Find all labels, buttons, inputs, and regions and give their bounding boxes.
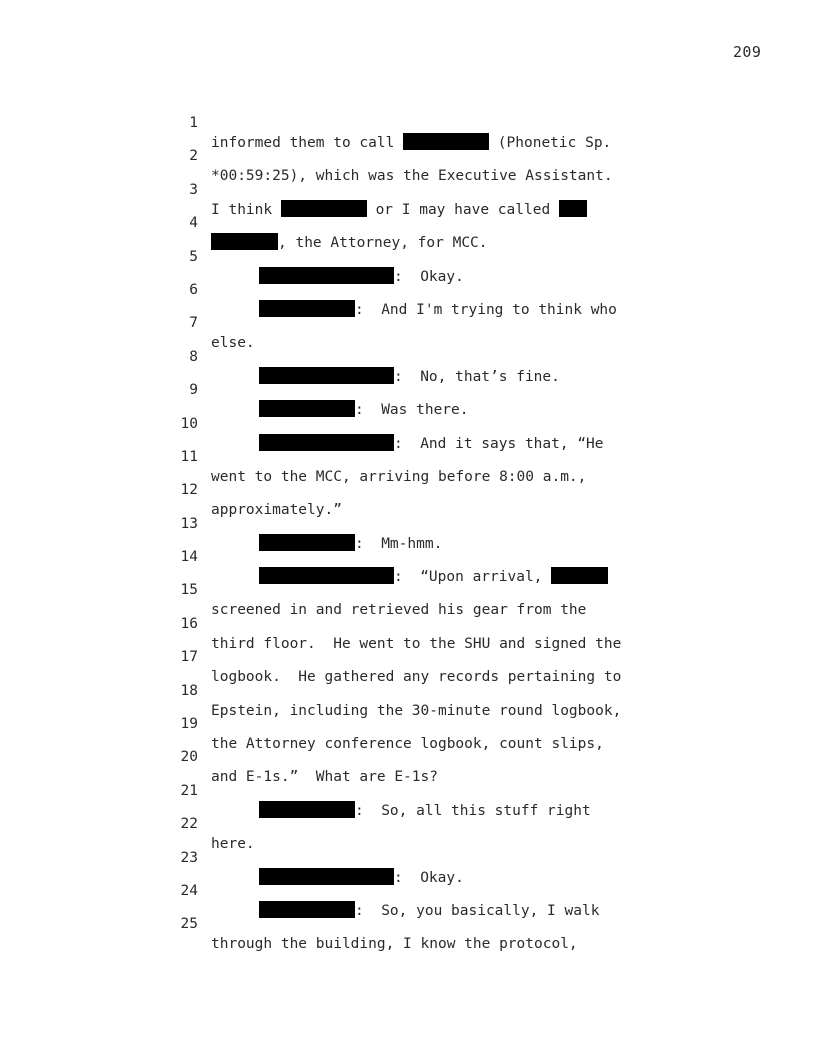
transcript-line — [0, 460, 816, 519]
transcript-line — [0, 227, 816, 285]
transcript-line — [0, 494, 816, 552]
line-text-part: : Mm-hmm. — [355, 535, 443, 552]
line-number: 1 — [189, 115, 198, 131]
line-text-part: : So, you basically, I walk — [355, 902, 600, 919]
line-text-part: or I may have called — [366, 201, 559, 218]
line-number: 6 — [189, 281, 198, 298]
line-number: 11 — [180, 448, 198, 465]
line-number: 17 — [180, 649, 198, 666]
transcript-line — [0, 427, 816, 485]
line-text-part: informed them to call — [211, 135, 404, 151]
line-text-part: : And I'm trying to think who — [355, 301, 617, 318]
transcript-line — [0, 828, 816, 886]
line-number: 2 — [189, 148, 198, 165]
line-text-part: I think — [211, 201, 281, 218]
line-number: 9 — [189, 382, 198, 399]
transcript-line — [0, 394, 816, 452]
line-number: 19 — [180, 716, 198, 733]
line-number: 25 — [180, 916, 198, 933]
line-text: through the building, I know the protocol, — [211, 936, 578, 953]
line-number: 18 — [180, 682, 198, 699]
line-number: 10 — [180, 415, 198, 432]
transcript-line — [0, 527, 816, 586]
transcript-line — [0, 126, 816, 185]
line-text-part: : Okay. — [394, 869, 464, 886]
line-text: Epstein, including the 30-minute round logbook, — [211, 702, 622, 719]
transcript-line — [0, 360, 816, 419]
transcript-line — [0, 93, 816, 151]
line-number: 20 — [180, 749, 198, 766]
transcript-line — [0, 293, 816, 352]
line-number: 22 — [180, 816, 198, 833]
line-number: 24 — [180, 882, 198, 899]
line-text-part: : So, all this stuff right — [355, 802, 591, 819]
line-number: 23 — [180, 849, 198, 866]
transcript-line — [0, 327, 816, 385]
line-number: 8 — [189, 348, 198, 365]
line-text: *00:59:25), which was the Executive Assistant. — [211, 168, 613, 185]
transcript-line — [0, 894, 816, 953]
line-text: approximately.” — [211, 502, 342, 519]
transcript-line — [0, 794, 816, 853]
transcript-line — [0, 727, 816, 786]
transcript-body — [0, 93, 816, 953]
line-text: and E-1s.” What are E-1s? — [211, 769, 438, 786]
transcript-line — [0, 193, 816, 252]
line-text: went to the MCC, arriving before 8:00 a.m., — [211, 468, 587, 485]
transcript-line — [0, 560, 816, 619]
transcript-line — [0, 160, 816, 218]
line-number: 5 — [189, 248, 198, 265]
line-text: here. — [211, 836, 255, 853]
line-text-part: : And it says that, “He — [394, 435, 604, 452]
transcript-line — [0, 594, 816, 652]
line-text-part: , the Attorney, for MCC. — [278, 235, 488, 252]
line-number: 7 — [189, 315, 198, 332]
line-number: 15 — [180, 582, 198, 599]
line-text: else. — [211, 335, 255, 352]
line-text-part: : “Upon arrival, — [394, 569, 552, 586]
line-number: 13 — [180, 515, 198, 532]
transcript-line — [0, 260, 816, 318]
line-number: 4 — [189, 215, 198, 232]
line-number: 16 — [180, 615, 198, 632]
transcript-line — [0, 861, 816, 919]
line-text-part: : No, that’s fine. — [394, 368, 560, 385]
transcript-line — [0, 761, 816, 819]
line-number: 21 — [180, 782, 198, 799]
line-text-part: : Was there. — [355, 402, 469, 419]
line-number: 3 — [189, 181, 198, 198]
line-number: 14 — [180, 549, 198, 566]
transcript-line — [0, 627, 816, 686]
page-number: 209 — [733, 43, 762, 61]
line-text: third floor. He went to the SHU and signed the — [211, 635, 622, 652]
line-text-part: (Phonetic Sp. — [489, 135, 612, 151]
line-text: logbook. He gathered any records pertaining to — [211, 669, 622, 686]
transcript-line — [0, 661, 816, 719]
line-number: 12 — [180, 482, 198, 499]
line-text: screened in and retrieved his gear from the — [211, 602, 587, 619]
transcript-line — [0, 694, 816, 753]
line-text-part: : Okay. — [394, 268, 464, 285]
line-text: the Attorney conference logbook, count slips, — [211, 736, 604, 753]
